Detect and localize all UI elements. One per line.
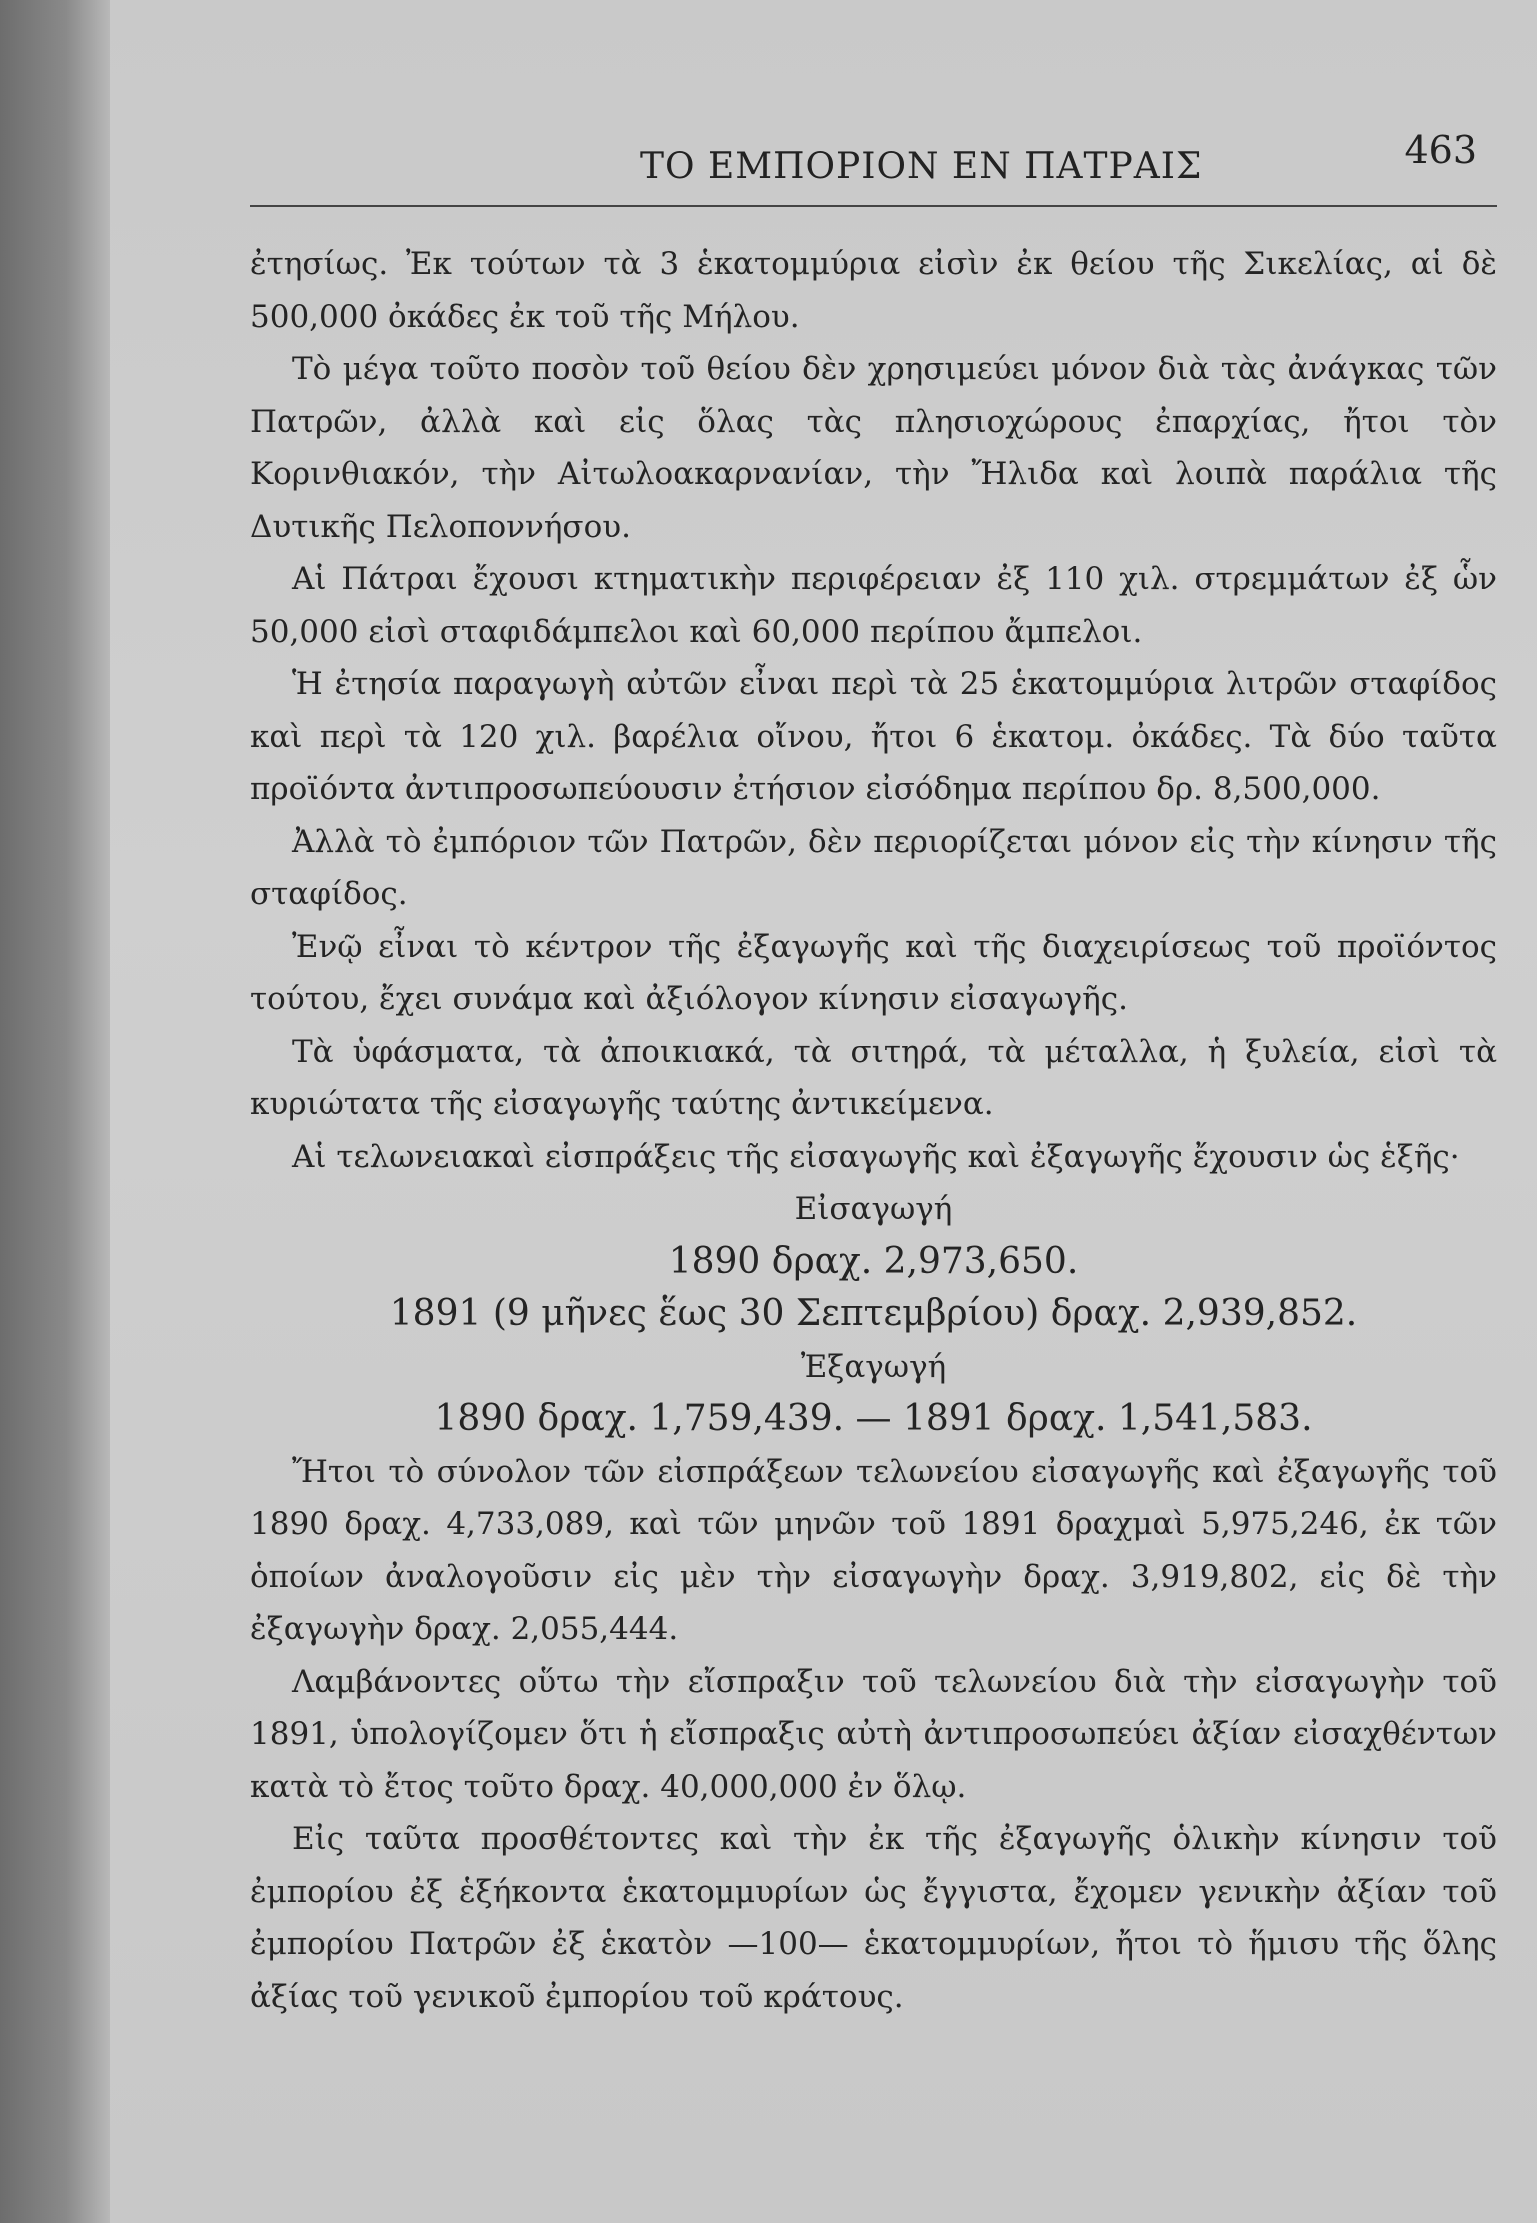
export-line: 1890 δραχ. 1,759,439. — 1891 δραχ. 1,541,583. xyxy=(434,1398,1313,1439)
book-spine-shadow xyxy=(0,0,110,2223)
paragraph: Αἱ τελωνειακαὶ εἰσπράξεις τῆς εἰσαγωγῆς καὶ ἐξαγωγῆς ἔχουσιν ὡς ἑξῆς· xyxy=(292,1138,1460,1175)
paragraph: Τὸ μέγα τοῦτο ποσὸν τοῦ θείου δὲν χρησιμεύει μόνον διὰ τὰς ἀνάγκας τῶν Πατρῶν, ἀλλὰ καὶ εἰς ὅλας τὰς πλησιοχώρους ἐπαρχίας, ἤτοι τὸν Κορινθιακόν, τὴν Αἰτωλοακαρνανίαν, τὴν Ἤλιδα καὶ λοιπὰ παράλια τῆς Δυτικῆς Πελοποννήσου. xyxy=(250,351,1497,545)
paragraph: ἐτησίως. Ἐκ τούτων τὰ 3 ἑκατομμύρια εἰσὶν ἐκ θείου τῆς Σικελίας, αἱ δὲ 500,000 ὀκάδες ἐκ τοῦ τῆς Μήλου. xyxy=(250,246,1497,335)
paragraph: Λαμβάνοντες οὕτω τὴν εἴσπραξιν τοῦ τελωνείου διὰ τὴν εἰσαγωγὴν τοῦ 1891, ὑπολογίζομεν ὅτι ἡ εἴσπραξις αὐτὴ ἀντιπροσωπεύει ἀξίαν εἰσαχθέντων κατὰ τὸ ἔτος τοῦτο δραχ. 40,000,000 ἐν ὅλῳ. xyxy=(250,1663,1497,1805)
paragraph: Ἤτοι τὸ σύνολον τῶν εἰσπράξεων τελωνείου εἰσαγωγῆς καὶ ἐξαγωγῆς τοῦ 1890 δραχ. 4,733,089, καὶ τῶν μηνῶν τοῦ 1891 δραχμαὶ 5,975,246, ἐκ τῶν ὁποίων ἀναλογοῦσιν εἰς μὲν τὴν εἰσαγωγὴν δραχ. 3,919,802, εἰς δὲ τὴν ἐξαγωγὴν δραχ. 2,055,444. xyxy=(250,1453,1497,1647)
paragraph: Εἰς ταῦτα προσθέτοντες καὶ τὴν ἐκ τῆς ἐξαγωγῆς ὁλικὴν κίνησιν τοῦ ἐμπορίου ἐξ ἑξήκοντα ἑκατομμυρίων ὡς ἔγγιστα, ἔχομεν γενικὴν ἀξίαν τοῦ ἐμπορίου Πατρῶν ἐξ ἑκατὸν —100— ἑκατομμυρίων, ἤτοι τὸ ἥμισυ τῆς ὅλης ἀξίας τοῦ γενικοῦ ἐμπορίου τοῦ κράτους. xyxy=(250,1821,1497,2015)
paragraph: Ἡ ἐτησία παραγωγὴ αὐτῶν εἶναι περὶ τὰ 25 ἑκατομμύρια λιτρῶν σταφίδος καὶ περὶ τὰ 120 χιλ. βαρέλια οἴνου, ἤτοι 6 ἑκατομ. ὀκάδες. Τὰ δύο ταῦτα προϊόντα ἀντιπροσωπεύουσιν ἐτήσιον εἰσόδημα περίπου δρ. 8,500,000. xyxy=(250,666,1497,807)
book-page xyxy=(110,0,1537,2223)
paragraph: Ἐνῷ εἶναι τὸ κέντρον τῆς ἐξαγωγῆς καὶ τῆς διαχειρίσεως τοῦ προϊόντος τούτου, ἔχει συνάμα καὶ ἀξιόλογον κίνησιν εἰσαγωγῆς. xyxy=(250,928,1497,1017)
body-text xyxy=(250,238,1497,2023)
header-rule xyxy=(250,205,1497,207)
import-1890-line: 1890 δραχ. 2,973,650. xyxy=(668,1240,1079,1282)
import-1891-line: 1891 (9 μῆνες ἕως 30 Σεπτεμβρίου) δραχ. 2,939,852. xyxy=(389,1293,1358,1334)
export-heading: Ἐξαγωγή xyxy=(800,1348,947,1385)
paragraph: Ἀλλὰ τὸ ἐμπόριον τῶν Πατρῶν, δὲν περιορίζεται μόνον εἰς τὴν κίνησιν τῆς σταφίδος. xyxy=(250,823,1497,912)
running-title: ΤΟ ΕΜΠΟΡΙΟΝ ΕΝ ΠΑΤΡΑΙΣ xyxy=(640,146,1203,187)
paragraph: Αἱ Πάτραι ἔχουσι κτηματικὴν περιφέρειαν ἐξ 110 χιλ. στρεμμάτων ἐξ ὧν 50,000 εἰσὶ σταφιδάμπελοι καὶ 60,000 περίπου ἄμπελοι. xyxy=(250,561,1497,650)
import-heading: Εἰσαγωγή xyxy=(794,1191,953,1227)
page-number: 463 xyxy=(1404,128,1477,172)
page-header xyxy=(210,118,1507,198)
paragraph: Τὰ ὑφάσματα, τὰ ἀποικιακά, τὰ σιτηρά, τὰ μέταλλα, ἡ ξυλεία, εἰσὶ τὰ κυριώτατα τῆς εἰσαγωγῆς ταύτης ἀντικείμενα. xyxy=(250,1033,1497,1122)
